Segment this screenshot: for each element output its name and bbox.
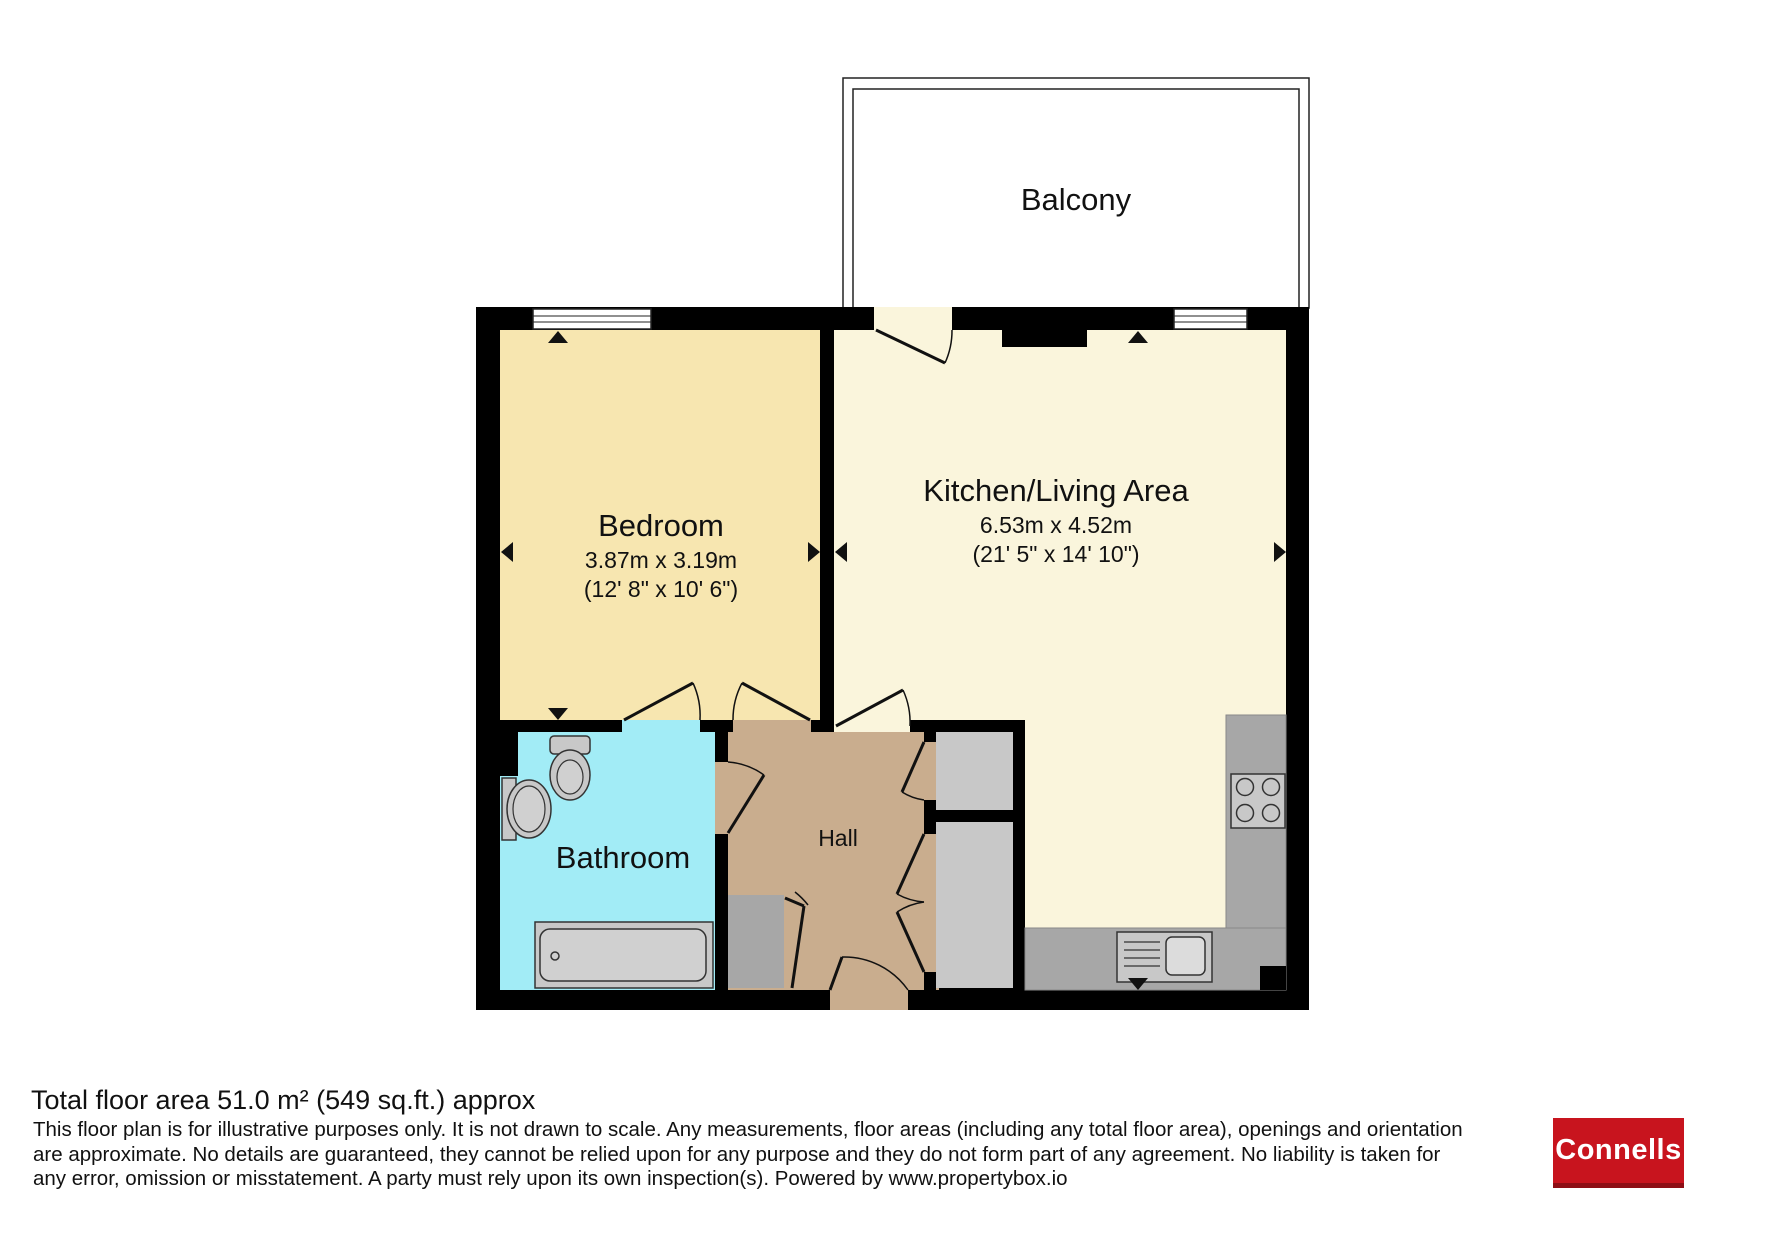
cupboard-left-wall-c: [924, 972, 936, 990]
balcony-door-gap: [874, 307, 952, 330]
bedroom-label: Bedroom: [598, 508, 724, 543]
cupboard-lower: [936, 822, 1013, 988]
cupboard-left-wall-b: [924, 800, 936, 834]
cupboard-upper: [936, 732, 1013, 810]
disclaimer-text: This floor plan is for illustrative purposes only. It is not drawn to scale. Any measurements, floor areas (including any total floor area), openings and orientation are approximate. No details are guaranteed, they cannot be relied upon for any purpose and they do not form part of any agreement. No liability is taken for any error, omission or misstatement. A party must rely upon its own inspection(s). Powered by www.propertybox.io: [33, 1118, 1463, 1190]
hob-icon: [1231, 774, 1285, 828]
kitchen-label: Kitchen/Living Area: [923, 473, 1189, 508]
basin-icon: [502, 778, 551, 840]
kitchen-wall-block: [1002, 330, 1087, 347]
bathroom-label: Bathroom: [555, 840, 691, 875]
wall-bath-left: [500, 732, 518, 776]
bedroom-hall-door-gap: [733, 720, 811, 732]
hall-label: Hall: [818, 825, 858, 851]
wall-cupboard-right: [1013, 720, 1025, 990]
window-kitchen-icon: [1174, 309, 1247, 329]
cupboard-divider: [924, 810, 1013, 822]
connells-logo: [1553, 1118, 1684, 1188]
toilet-icon: [550, 736, 590, 800]
balcony-label: Balcony: [1020, 182, 1132, 217]
total-floor-area: Total floor area 51.0 m² (549 sq.ft.) approx: [31, 1085, 536, 1115]
logo-text: Connells: [1555, 1134, 1682, 1166]
sink-icon: [1117, 932, 1212, 982]
kitchen-size-m: 6.53m x 4.52m: [979, 512, 1133, 538]
bath-icon: [535, 922, 713, 988]
window-bedroom-icon: [533, 309, 651, 329]
bath-hall-door-gap: [715, 762, 728, 834]
hall-store: [728, 895, 784, 988]
cupboard-left-wall-a: [924, 732, 936, 742]
wall-bedroom-kitchen: [820, 330, 834, 732]
kitchen-size-ft: (21' 5" x 14' 10"): [972, 541, 1140, 567]
bedroom-size-m: 3.87m x 3.19m: [584, 547, 738, 573]
bedroom-size-ft: (12' 8" x 10' 6"): [583, 576, 739, 602]
kitchen-corner-wall: [1260, 966, 1286, 990]
front-door-gap: [830, 990, 908, 1010]
bathroom-door-gap: [622, 720, 700, 732]
